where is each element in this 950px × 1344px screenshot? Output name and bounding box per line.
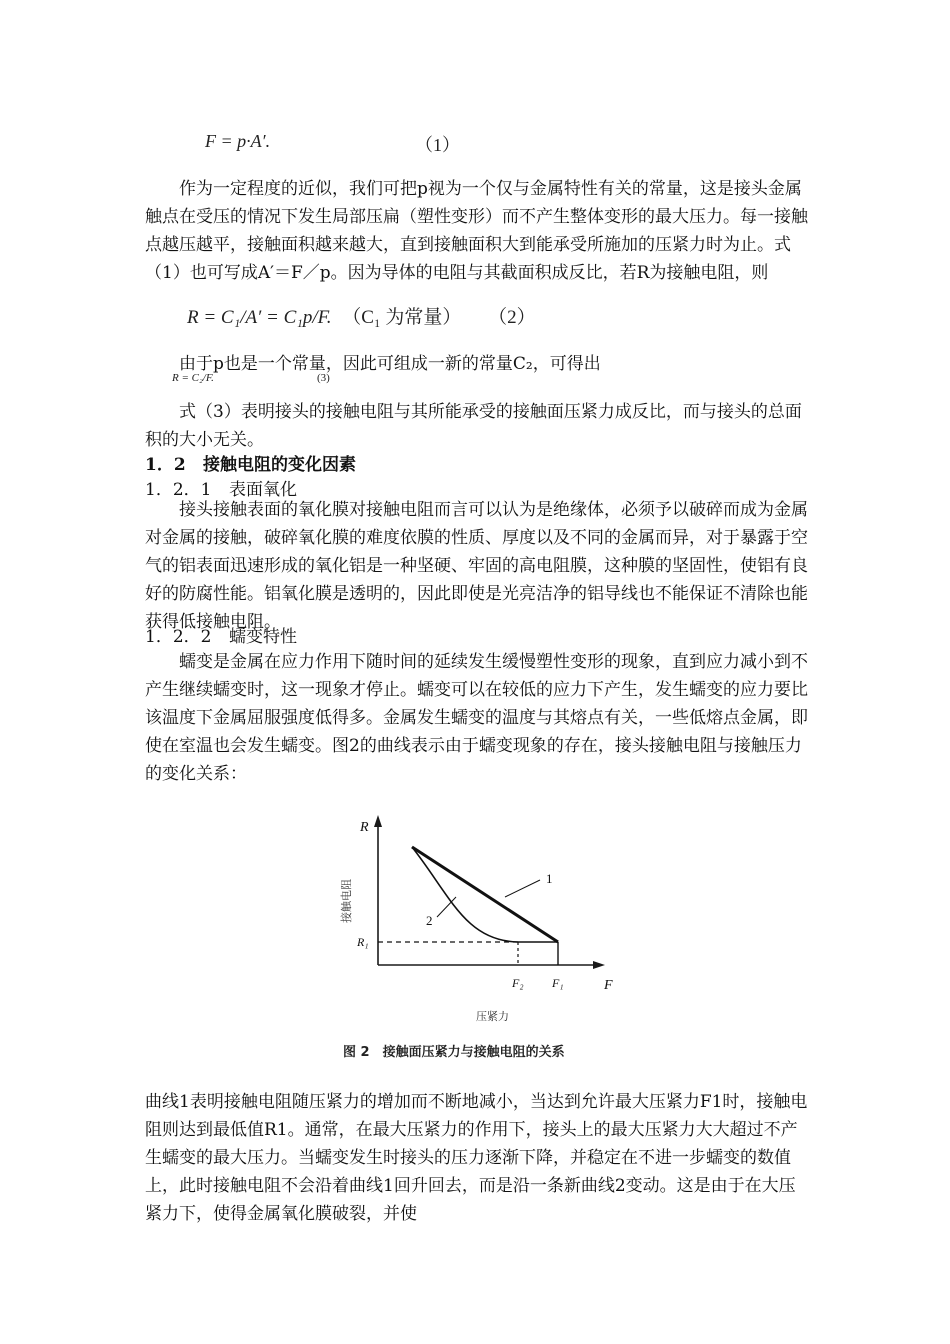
section-title: 接触电阻的变化因素	[203, 455, 356, 475]
y-axis-label: 接触电阻	[340, 879, 353, 923]
formula-2-text: R = C₁/A′ = C₁p/F.	[187, 307, 332, 328]
y-axis-arrow	[374, 815, 382, 827]
figure-2-caption: 图 2 接触面压紧力与接触电阻的关系	[343, 1045, 565, 1060]
x-axis-symbol: F	[604, 978, 613, 993]
section-heading-1-2	[145, 452, 356, 478]
paragraph-2: 由于p也是一个常量，因此可组成一新的常量C₂，可得出	[179, 354, 601, 374]
formula-2	[187, 302, 536, 329]
formula-1-text: F = p·A′.	[205, 131, 271, 151]
figure-2	[290, 805, 670, 1065]
paragraph-6: 曲线1表明接触电阻随压紧力的增加而不断地减小，当达到允许最大压紧力F1时，接触电阻则达到最低值R1。通常，在最大压紧力的作用下，接头上的最大压紧力大大超过不产生蠕变的最大压力。当蠕变发生时接头的压力逐渐下降，并稳定在不进一步蠕变的数值上，此时接触电阻不会沿着曲线1回升回去，而是沿一条新曲线2变动。这是由于在大压紧力下，使得金属氧化膜破裂，并使	[145, 1092, 808, 1224]
paragraph-3: 式（3）表明接头的接触电阻与其所能承受的接触面压紧力成反比，而与接头的总面积的大小无关。	[145, 402, 802, 450]
section-number: 1．2	[145, 455, 186, 475]
f1-label: F₁	[552, 976, 564, 990]
y-axis-symbol: R	[360, 820, 369, 835]
section-title: 表面氧化	[229, 480, 297, 500]
paragraph-4: 接头接触表面的氧化膜对接触电阻而言可以认为是绝缘体，必须予以破碎而成为金属对金属的接触，破碎氧化膜的难度依膜的性质、厚度以及不同的金属而异，对于暴露于空气的铝表面迅速形成的氧化铝是一种坚硬、牢固的高电阻膜，这种膜的坚固性，使铝有良好的防腐性能。铝氧化膜是透明的，因此即使是光亮洁净的铝导线也不能保证不清除也能获得低接触电阻。	[145, 500, 808, 632]
f2-label: F₂	[512, 976, 524, 990]
curve-1-label: 1	[546, 871, 553, 886]
section-number: 1．2．2	[145, 627, 212, 647]
section-number: 1．2．1	[145, 480, 212, 500]
curve-1	[412, 847, 558, 942]
paragraph-1: 作为一定程度的近似，我们可把p视为一个仅与金属特性有关的常量，这是接头金属触点在受压的情况下发生局部压扁（塑性变形）而不产生整体变形的最大压力。每一接触点越压越平，接触面积越来越大，直到接触面积大到能承受所施加的压紧力时为止。式（1）也可写成A′＝F／p。因为导体的电阻与其截面积成反比，若R为接触电阻，则	[145, 179, 808, 283]
x-axis-label: 压紧力	[476, 1010, 509, 1023]
formula-3-number: (3)	[317, 372, 330, 384]
formula-1-number: （1）	[415, 135, 460, 155]
formula-3-text: R = C₂/F.	[172, 372, 214, 384]
x-axis-arrow	[593, 961, 605, 969]
formula-2-note: （C₁ 为常量）	[342, 307, 462, 328]
paragraph-5: 蠕变是金属在应力作用下随时间的延续发生缓慢塑性变形的现象，直到应力减小到不产生继续蠕变时，这一现象才停止。蠕变可以在较低的应力下产生，发生蠕变的应力要比该温度下金属屈服强度低得多。金属发生蠕变的温度与其熔点有关，一些低熔点金属，即使在室温也会发生蠕变。图2的曲线表示由于蠕变现象的存在，接头接触电阻与接触压力的变化关系：	[145, 652, 808, 784]
formula-2-number: （2）	[488, 307, 536, 328]
section-title: 蠕变特性	[229, 627, 297, 647]
curve-2-label: 2	[426, 913, 433, 928]
formula-1	[205, 131, 460, 155]
formula-3	[172, 372, 330, 384]
curve-2-leader	[437, 897, 456, 917]
r1-label: R₁	[357, 935, 369, 949]
section-heading-1-2-2	[145, 624, 297, 650]
curve-1-leader	[505, 880, 540, 897]
